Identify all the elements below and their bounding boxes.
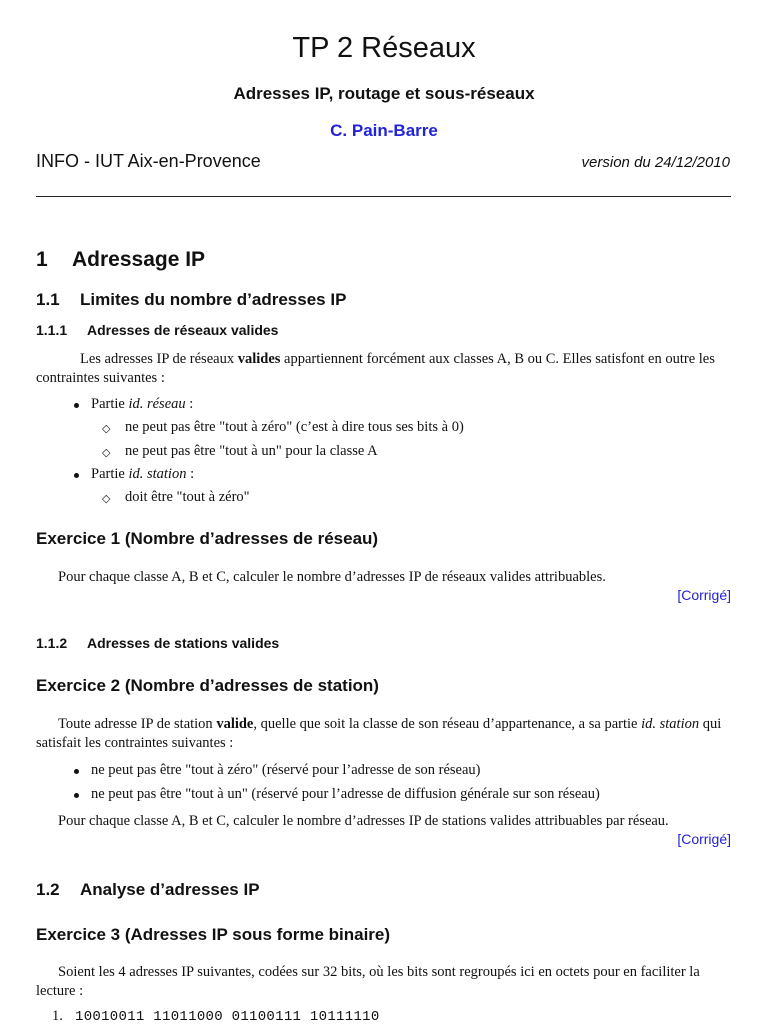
diamond-bullet-icon: ◇ — [102, 492, 111, 505]
list-item: ne peut pas être "tout à un" (réservé pour l’adresse de diffusion générale sur son réseau) — [91, 786, 600, 802]
exercise-2-text: Pour chaque classe A, B et C, calculer le nombre d’adresses IP de stations valides attribuables par réseau. — [58, 813, 669, 829]
bullet-icon — [74, 473, 79, 478]
section-number: 1.1.2 — [36, 635, 68, 651]
list-item: ne peut pas être "tout à un" pour la classe A — [125, 443, 378, 459]
list-item: Partie id. station : — [91, 466, 195, 482]
valid-networks-intro: Les adresses IP de réseaux valides appartiennent forcément aux classes A, B ou C. Elles satisfont en outre les contraintes suivantes : — [36, 351, 715, 386]
exercise-3-intro: Soient les 4 adresses IP suivantes, codées sur 32 bits, où les bits sont regroupés ici en octets pour en faciliter la lecture : — [36, 964, 700, 999]
section-title: Analyse d’adresses IP — [80, 880, 260, 899]
page-title: TP 2 Réseaux — [292, 32, 476, 64]
exercise-3-heading: Exercice 3 (Adresses IP sous forme binaire) — [36, 925, 391, 944]
section-1-1-1-heading — [36, 322, 278, 338]
section-number: 1.1.1 — [36, 322, 68, 338]
section-title: Adresses de stations valides — [87, 635, 280, 651]
exercise-2-heading: Exercice 2 (Nombre d’adresses de station) — [36, 676, 379, 695]
version-date: version du 24/12/2010 — [581, 154, 730, 171]
institution: INFO - IUT Aix-en-Provence — [36, 151, 261, 171]
section-title: Adresses de réseaux valides — [87, 322, 279, 338]
header-divider — [36, 196, 731, 197]
corrige-link[interactable]: [Corrigé] — [677, 587, 731, 603]
section-title: Limites du nombre d’adresses IP — [80, 290, 347, 309]
list-item: ne peut pas être "tout à zéro" (réservé pour l’adresse de son réseau) — [91, 762, 481, 778]
exercise-1-text: Pour chaque classe A, B et C, calculer le nombre d’adresses IP de réseaux valides attribuables. — [58, 569, 606, 585]
page-subtitle: Adresses IP, routage et sous-réseaux — [233, 84, 535, 103]
section-number: 1.1 — [36, 290, 60, 309]
section-number: 1 — [36, 248, 48, 271]
bullet-icon — [74, 769, 79, 774]
author-name: C. Pain-Barre — [330, 121, 438, 140]
section-title: Adressage IP — [72, 248, 206, 271]
section-1-heading — [36, 248, 205, 272]
section-1-1-heading — [36, 290, 346, 310]
section-1-2-heading — [36, 880, 260, 900]
section-1-1-2-heading — [36, 635, 279, 651]
section-number: 1.2 — [36, 880, 60, 899]
bullet-icon — [74, 403, 79, 408]
exercise-1-heading: Exercice 1 (Nombre d’adresses de réseau) — [36, 529, 379, 548]
list-item: doit être "tout à zéro" — [125, 489, 250, 505]
exercise-2-intro: Toute adresse IP de station valide, quelle que soit la classe de son réseau d’appartenance, a sa partie id. station qui satisfait les contraintes suivantes : — [36, 716, 722, 751]
list-item: Partie id. réseau : — [91, 396, 194, 412]
list-item-number: 1. — [52, 1008, 63, 1024]
list-item: ne peut pas être "tout à zéro" (c’est à dire tous ses bits à 0) — [125, 419, 464, 435]
diamond-bullet-icon: ◇ — [102, 446, 111, 459]
diamond-bullet-icon: ◇ — [102, 422, 111, 435]
binary-address: 10010011 11011000 01100111 10111110 — [75, 1009, 380, 1025]
bullet-icon — [74, 793, 79, 798]
corrige-link[interactable]: [Corrigé] — [677, 831, 731, 847]
